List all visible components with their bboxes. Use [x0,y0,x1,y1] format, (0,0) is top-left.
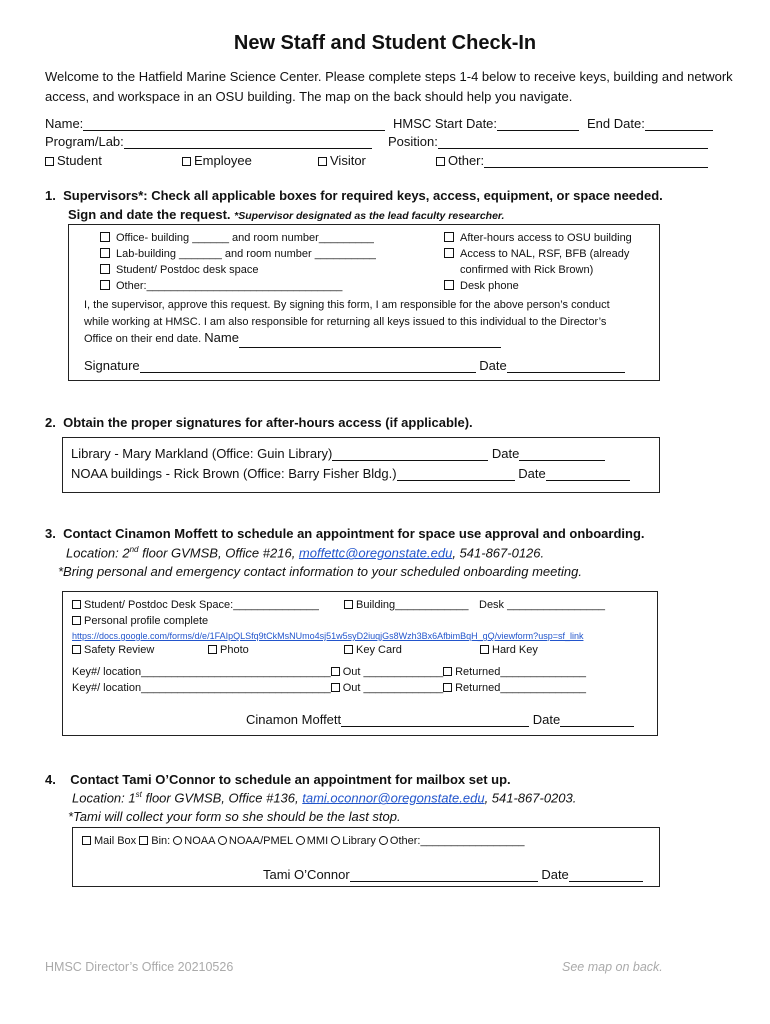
employee-option[interactable]: Employee [182,153,252,168]
noaa-date-field[interactable] [546,467,630,481]
step4-heading: 4. Contact Tami O’Connor to schedule an appointment for mailbox set up. [45,772,511,787]
supervisor-name-label: Name [204,330,239,345]
hard-key-option[interactable]: Hard Key [480,644,538,656]
key2-field[interactable]: Key#/ location_______________________________ [72,682,331,694]
profile-option[interactable]: Personal profile complete [72,615,208,627]
mailbox-row [82,835,524,847]
start-date-row [393,116,579,131]
checkbox-icon[interactable] [331,683,340,692]
end-date-label: End Date: [587,116,645,131]
supervisor-date-field[interactable] [507,359,625,373]
safety-review-option[interactable]: Safety Review [72,644,154,656]
supervisor-right-list [444,230,632,294]
checkbox-icon[interactable] [443,667,452,676]
checkbox-icon[interactable] [45,157,54,166]
lab-item[interactable]: Lab-building _______ and room number __________ [100,246,376,262]
end-date-field[interactable] [645,117,713,131]
supervisor-note: *Supervisor designated as the lead faculty researcher. [234,210,505,222]
footer-right: See map on back. [562,960,663,974]
program-field[interactable] [124,135,372,149]
key2-out[interactable]: Out _____________ [331,682,443,694]
checkbox-icon[interactable] [480,645,489,654]
radio-icon[interactable] [379,836,388,845]
checkbox-icon[interactable] [444,280,454,290]
key1-field[interactable]: Key#/ location_______________________________ [72,666,331,678]
other-option[interactable]: Other: [436,153,708,168]
library-signature-field[interactable] [332,447,488,461]
moffett-signature-row: Cinamon Moffett Date [246,712,634,727]
bin-option[interactable]: Bin: [139,835,170,847]
other-mailbox-option[interactable]: Other:_________________ [379,835,525,847]
key2-returned[interactable]: Returned______________ [443,682,586,694]
profile-form-link[interactable]: https://docs.google.com/forms/d/e/1FAIpQLSfq9tCkMsNUmo4sj51w5syD2iuqjGs8Wzh3Bx6AfbimBqH_gQ/viewform?usp=sf_link [72,631,584,641]
radio-icon[interactable] [331,836,340,845]
checkbox-icon[interactable] [100,280,110,290]
checkbox-icon[interactable] [208,645,217,654]
checkbox-icon[interactable] [344,645,353,654]
checkbox-icon[interactable] [72,645,81,654]
access-nal-item-cont: confirmed with Rick Brown) [460,264,594,276]
supervisor-signature-row: Signature Date [84,358,625,373]
library-row: Library - Mary Markland (Office: Guin Library) Date [71,446,605,461]
start-date-label: HMSC Start Date: [393,116,498,131]
name-row [45,116,385,131]
key1-out[interactable]: Out _____________ [331,666,443,678]
checkbox-icon[interactable] [331,667,340,676]
intro-text: Welcome to the Hatfield Marine Science Center. Please complete steps 1-4 below to receive keys, building and network access, and workspace in an OSU building. The map on the back should help you navigate. [45,69,733,104]
checkbox-icon[interactable] [444,232,454,242]
checkbox-icon[interactable] [443,683,452,692]
key2-row [72,682,586,694]
key-card-option[interactable]: Key Card [344,644,402,656]
noaa-row: NOAA buildings - Rick Brown (Office: Barry Fisher Bldg.) Date [71,466,630,481]
oconnor-email-link[interactable]: tami.oconnor@oregonstate.edu [302,790,485,806]
checkbox-icon[interactable] [182,157,191,166]
checkbox-icon[interactable] [444,248,454,258]
program-row [45,134,372,149]
key1-row [72,666,586,678]
mmi-option[interactable]: MMI [296,835,328,847]
desk-field[interactable]: Desk ________________ [479,599,606,611]
visitor-option[interactable]: Visitor [318,153,366,168]
step4-note: *Tami will collect your form so she should be the last stop. [68,809,401,824]
moffett-date-field[interactable] [560,713,634,727]
step3-bring-note: *Bring personal and emergency contact information to your scheduled onboarding meeting. [58,564,582,579]
supervisor-name-field[interactable] [239,334,501,348]
noaa-signature-field[interactable] [397,467,515,481]
oconnor-date-field[interactable] [569,868,643,882]
mailbox-option[interactable]: Mail Box [82,835,136,847]
student-option[interactable]: Student [45,153,102,168]
checkbox-icon[interactable] [318,157,327,166]
moffett-signature-field[interactable] [341,713,529,727]
name-field[interactable] [83,117,385,131]
step3-location: Location: 2nd floor GVMSB, Office #216, moffettc@oregonstate.edu, 541-867-0126. [66,545,545,561]
radio-icon[interactable] [173,836,182,845]
other-item[interactable]: Other:________________________________ [100,278,376,294]
photo-option[interactable]: Photo [208,644,249,656]
radio-icon[interactable] [218,836,227,845]
name-label: Name: [45,116,84,131]
building-option[interactable]: Building____________ [344,599,469,611]
office-item[interactable]: Office- building ______ and room number_________ [100,230,376,246]
step1-heading: 1. Supervisors*: Check all applicable boxes for required keys, access, equipment, or space needed. [45,188,663,203]
library-option[interactable]: Library [331,835,376,847]
checkbox-icon[interactable] [344,600,353,609]
library-date-field[interactable] [519,447,605,461]
checkbox-icon[interactable] [82,836,91,845]
checkbox-icon[interactable] [100,264,110,274]
noaa-pmel-option[interactable]: NOAA/PMEL [218,835,293,847]
page-title: New Staff and Student Check-In [233,32,537,54]
footer-left: HMSC Director’s Office 20210526 [45,960,234,974]
moffett-email-link[interactable]: moffettc@oregonstate.edu [298,545,453,561]
other-field[interactable] [484,154,708,168]
desk-space-item[interactable]: Student/ Postdoc desk space [100,262,376,278]
step2-heading: 2. Obtain the proper signatures for after-hours access (if applicable). [45,415,473,430]
desk-space-option[interactable]: Student/ Postdoc Desk Space:______________ [72,599,319,611]
key1-returned[interactable]: Returned______________ [443,666,586,678]
position-row [388,134,708,149]
program-label: Program/Lab: [45,134,124,149]
checkbox-icon[interactable] [100,248,110,258]
step1-subheading: Sign and date the request. *Supervisor designated as the lead faculty researcher. [68,207,505,222]
access-nal-item[interactable]: Access to NAL, RSF, BFB (already [444,246,632,262]
position-label: Position: [388,134,438,149]
checkbox-icon[interactable] [436,157,445,166]
checkbox-icon[interactable] [100,232,110,242]
noaa-option[interactable]: NOAA [173,835,215,847]
radio-icon[interactable] [296,836,305,845]
end-date-row [587,116,713,131]
oconnor-signature-field[interactable] [350,868,538,882]
desk-space-row [72,599,319,611]
start-date-field[interactable] [497,117,579,131]
checkbox-icon[interactable] [139,836,148,845]
position-field[interactable] [438,135,708,149]
step3-heading: 3. Contact Cinamon Moffett to schedule an appointment for space use approval and onboarding. [45,526,645,541]
checkbox-icon[interactable] [72,616,81,625]
oconnor-signature-row: Tami O’Connor Date [263,867,643,882]
supervisor-left-list [100,230,376,294]
supervisor-statement: I, the supervisor, approve this request. By signing this form, I am responsible for the above person’s conduct while working at HMSC. I am also responsible for returning all keys issued to this individual to the Director’s Office on their end date. Name [84,297,610,348]
supervisor-signature-field[interactable] [140,359,476,373]
desk-phone-item[interactable]: Desk phone [444,278,632,294]
after-hours-item[interactable]: After-hours access to OSU building [444,230,632,246]
checkbox-icon[interactable] [72,600,81,609]
step4-location: Location: 1st floor GVMSB, Office #136, tami.oconnor@oregonstate.edu, 541-867-0203. [72,790,577,806]
